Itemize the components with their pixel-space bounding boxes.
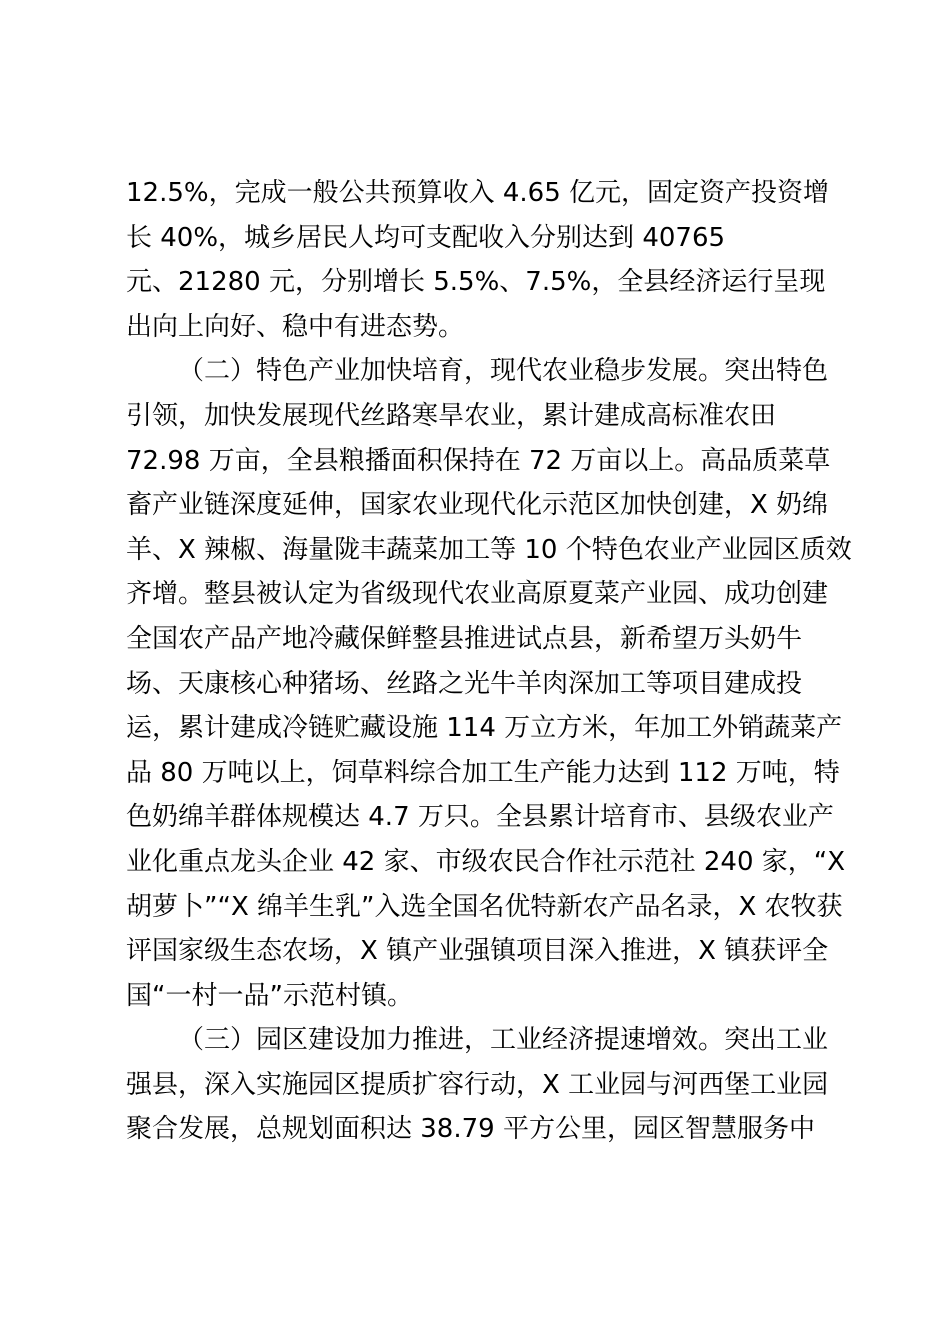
text-line: 场、天康核心种猪场、丝路之光牛羊肉深加工等项目建成投 — [126, 668, 803, 699]
text-line: 强县，深入实施园区提质扩容行动，X 工业园与河西堡工业园 — [126, 1069, 829, 1100]
text-line: 畜产业链深度延伸，国家农业现代化示范区加快创建，X 奶绵 — [126, 490, 829, 521]
text-line: 12.5%，完成一般公共预算收入 4.65 亿元，固定资产投资增 — [126, 178, 830, 208]
text-line: 齐增。整县被认定为省级现代农业高原夏菜产业园、成功创建 — [126, 579, 829, 610]
text-line: 全国农产品产地冷藏保鲜整县推进试点县，新希望万头奶牛 — [126, 623, 803, 654]
text-line: 72.98 万亩，全县粮播面积保持在 72 万亩以上。高品质菜草 — [126, 445, 831, 476]
text-line: 运，累计建成冷链贮藏设施 114 万立方米，年加工外销蔬菜产 — [126, 713, 843, 744]
section-heading-line: （三）园区建设加力推进，工业经济提速增效。突出工业 — [178, 1025, 829, 1056]
text-line: 国“一村一品”示范村镇。 — [126, 980, 413, 1011]
text-line: 长 40%，城乡居民人均可支配收入分别达到 40765 — [126, 222, 726, 253]
text-line: 羊、X 辣椒、海量陇丰蔬菜加工等 10 个特色农业产业园区质效 — [126, 534, 852, 565]
text-line: 评国家级生态农场，X 镇产业强镇项目深入推进，X 镇获评全 — [126, 936, 829, 967]
text-line: 品 80 万吨以上，饲草料综合加工生产能力达到 112 万吨，特 — [126, 757, 840, 788]
section-heading-line: （二）特色产业加快培育，现代农业稳步发展。突出特色 — [178, 356, 829, 387]
text-line: 引领，加快发展现代丝路寒旱农业，累计建成高标准农田 — [126, 400, 777, 431]
text-line: 胡萝卜”“X 绵羊生乳”入选全国名优特新农产品名录，X 农牧获 — [126, 891, 843, 922]
text-line: 色奶绵羊群体规模达 4.7 万只。全县累计培育市、县级农业产 — [126, 802, 834, 833]
text-line: 聚合发展，总规划面积达 38.79 平方公里，园区智慧服务中 — [126, 1114, 815, 1145]
text-line: 业化重点龙头企业 42 家、市级农民合作社示范社 240 家，“X — [126, 846, 846, 877]
text-line: 出向上向好、稳中有进态势。 — [126, 311, 465, 342]
text-line: 元、21280 元，分别增长 5.5%、7.5%，全县经济运行呈现 — [126, 267, 826, 298]
body-text — [126, 171, 852, 1152]
